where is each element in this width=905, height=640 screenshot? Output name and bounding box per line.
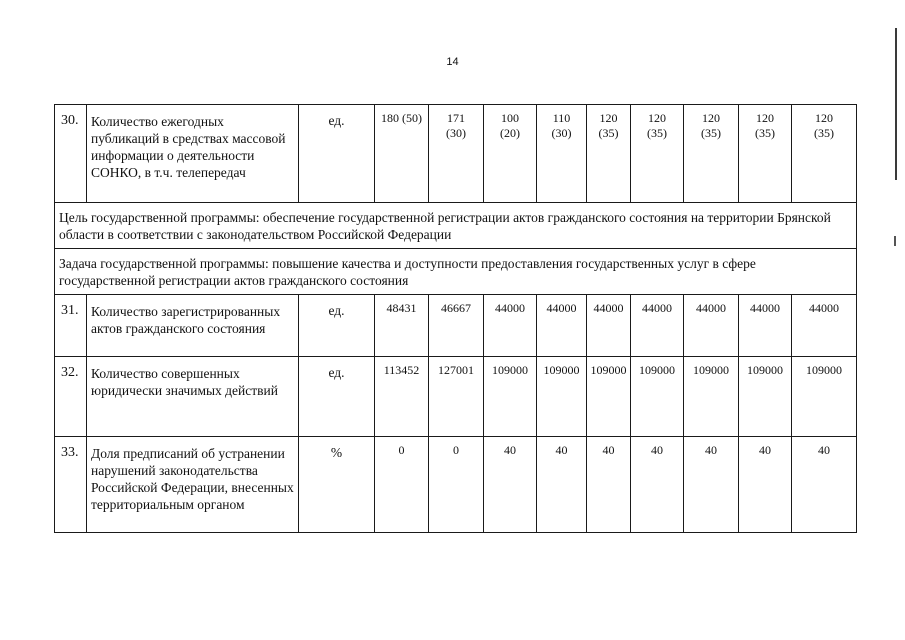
indicator-name: Доля предписаний об устранении нарушений законодательства Российской Федерации, внесенных территориальным органом [87,437,299,533]
value-cell [739,105,792,203]
value-cell: 40 [587,437,631,533]
value-main: 120 [702,111,720,125]
value-main: 120 [648,111,666,125]
value-cell [792,105,857,203]
value-sub: (35) [755,126,775,140]
value-cell: 40 [484,437,537,533]
value-cell: 113452 [375,357,429,437]
value-main: 180 (50) [381,111,422,125]
table-row [55,357,857,437]
value-cell: 44000 [739,295,792,357]
value-main: 120 [756,111,774,125]
value-sub: (35) [598,126,619,140]
value-sub: (35) [647,126,667,140]
table-row [55,249,857,295]
value-main: 110 [552,111,571,125]
value-cell: 48431 [375,295,429,357]
value-main: 120 [599,111,618,125]
value-cell: 44000 [792,295,857,357]
value-cell: 40 [631,437,684,533]
value-sub: (20) [500,126,520,140]
table-row [55,437,857,533]
indicator-name: Количество совершенных юридически значимых действий [87,357,299,437]
table-row [55,295,857,357]
value-cell [375,105,429,203]
value-cell [484,105,537,203]
value-sub: (35) [814,126,834,140]
value-cell: 0 [375,437,429,533]
value-cell: 109000 [631,357,684,437]
value-cell: 40 [537,437,587,533]
value-cell: 109000 [684,357,739,437]
value-cell: 40 [792,437,857,533]
value-cell: 44000 [484,295,537,357]
value-cell: 46667 [429,295,484,357]
program-goal: Цель государственной программы: обеспечение государственной регистрации актов гражданского состояния на территории Брянской области в соответствии с законодательством Российской Федерации [55,203,857,249]
value-cell: 109000 [739,357,792,437]
indicator-name: Количество зарегистрированных актов гражданского состояния [87,295,299,357]
indicators-table [54,104,857,533]
page-number: 14 [446,56,459,68]
unit-cell: ед. [299,295,375,357]
table-row [55,105,857,203]
unit-cell: % [299,437,375,533]
value-cell: 44000 [587,295,631,357]
value-cell [537,105,587,203]
value-cell: 44000 [684,295,739,357]
row-number: 31. [55,295,87,357]
value-cell [684,105,739,203]
value-cell: 127001 [429,357,484,437]
row-number: 30. [55,105,87,203]
row-number: 33. [55,437,87,533]
value-cell: 109000 [587,357,631,437]
value-cell [587,105,631,203]
value-main: 171 [447,111,465,125]
value-cell: 40 [739,437,792,533]
table-row [55,203,857,249]
value-cell [429,105,484,203]
unit-cell: ед. [299,105,375,203]
value-sub: (30) [446,126,466,140]
margin-scan-dash [894,236,896,246]
value-main: 120 [815,111,833,125]
value-sub: (30) [551,126,572,140]
value-cell: 44000 [537,295,587,357]
indicator-name: Количество ежегодных публикаций в средствах массовой информации о деятельности СОНКО, в т.ч. телепередач [87,105,299,203]
value-main: 100 [501,111,519,125]
row-number: 32. [55,357,87,437]
unit-cell: ед. [299,357,375,437]
value-cell: 109000 [537,357,587,437]
program-task: Задача государственной программы: повышение качества и доступности предоставления государственных услуг в сфере государственной регистрации актов гражданского состояния [55,249,857,295]
value-sub: (35) [701,126,721,140]
value-cell: 109000 [484,357,537,437]
value-cell: 0 [429,437,484,533]
value-cell: 44000 [631,295,684,357]
value-cell [631,105,684,203]
value-cell: 40 [684,437,739,533]
value-cell: 109000 [792,357,857,437]
margin-scan-mark [895,28,897,180]
